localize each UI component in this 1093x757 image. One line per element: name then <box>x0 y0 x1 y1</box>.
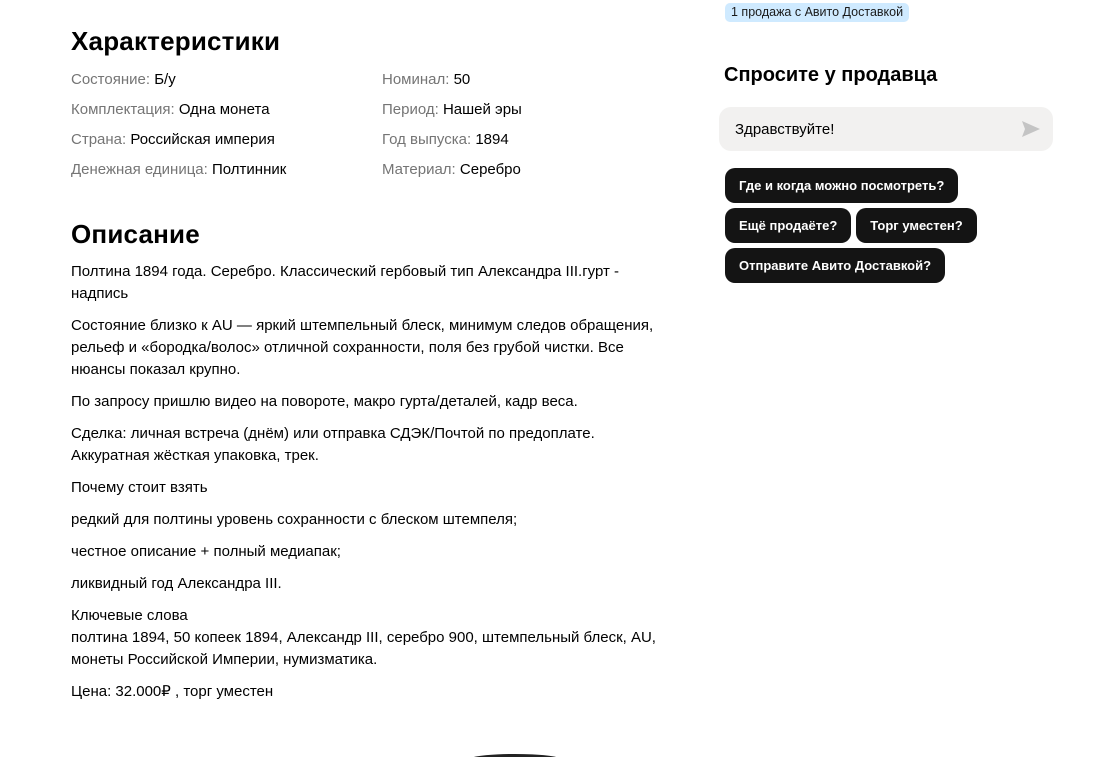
description-price: Цена: 32.000₽ , торг уместен <box>71 683 274 700</box>
item-details <box>71 26 671 713</box>
char-key: Денежная единица: <box>71 161 208 178</box>
char-key: Год выпуска: <box>382 131 472 148</box>
char-key: Номинал: <box>382 71 450 88</box>
char-value: Российская империя <box>130 131 275 148</box>
quick-question-chip[interactable]: Ещё продаёте? <box>725 208 851 243</box>
description-paragraph: Почему стоит взять <box>71 479 208 496</box>
char-nominal <box>382 69 672 91</box>
char-value: Серебро <box>459 161 521 178</box>
quick-questions <box>725 168 1055 288</box>
description-paragraph: Ключевые слова <box>71 607 188 624</box>
description-paragraph: ликвидный год Александра III. <box>71 575 282 592</box>
char-period <box>382 99 672 121</box>
char-value: 1894 <box>475 131 509 148</box>
char-currency <box>71 159 382 181</box>
char-material <box>382 159 672 181</box>
message-input[interactable] <box>735 107 1005 151</box>
description-paragraph: Сделка: личная встреча (днём) или отправка СДЭК/Почтой по предоплате. Аккуратная жёсткая упаковка, трек. <box>71 425 595 464</box>
char-condition <box>71 69 382 91</box>
char-key: Состояние: <box>71 71 151 88</box>
message-box <box>719 107 1053 151</box>
description-text <box>71 261 671 703</box>
ask-seller-title: Спросите у продавца <box>724 64 938 86</box>
description-title: Описание <box>71 219 200 249</box>
description-paragraph: полтина 1894, 50 копеек 1894, Александр III, серебро 900, штемпельный блеск, AU, монеты Российской Империи, нумизматика. <box>71 629 656 668</box>
description-paragraph: честное описание + полный медиапак; <box>71 543 341 560</box>
char-completeness <box>71 99 382 121</box>
char-value: Нашей эры <box>442 101 522 118</box>
quick-question-chip[interactable]: Где и когда можно посмотреть? <box>725 168 958 203</box>
description-paragraph: Полтина 1894 года. Серебро. Классический гербовый тип Александра III.гурт - надпись <box>71 263 620 302</box>
description-paragraph: Состояние близко к AU — яркий штемпельный блеск, минимум следов обращения, рельеф и «бородка/волос» отличной сохранности, поля без грубой чистки. Все нюансы показал крупно. <box>71 317 654 378</box>
characteristics-title: Характеристики <box>71 26 281 56</box>
description-paragraph: редкий для полтины уровень сохранности с блеском штемпеля; <box>71 511 518 528</box>
send-arrow-icon[interactable] <box>1021 120 1041 138</box>
char-year <box>382 129 672 151</box>
char-key: Комплектация: <box>71 101 175 118</box>
char-country <box>71 129 382 151</box>
char-key: Материал: <box>382 161 456 178</box>
char-value: Одна монета <box>178 101 270 118</box>
quick-question-chip[interactable]: Торг уместен? <box>856 208 976 243</box>
char-value: 50 <box>453 71 471 88</box>
char-key: Страна: <box>71 131 127 148</box>
char-value: Полтинник <box>212 161 287 178</box>
char-key: Период: <box>382 101 439 118</box>
characteristics-list <box>71 69 671 181</box>
quick-question-chip[interactable]: Отправите Авито Доставкой? <box>725 248 945 283</box>
delivery-badge: 1 продажа с Авито Доставкой <box>725 3 909 22</box>
description-paragraph: По запросу пришлю видео на повороте, макро гурта/деталей, кадр веса. <box>71 393 578 410</box>
char-value: Б/у <box>154 71 176 88</box>
